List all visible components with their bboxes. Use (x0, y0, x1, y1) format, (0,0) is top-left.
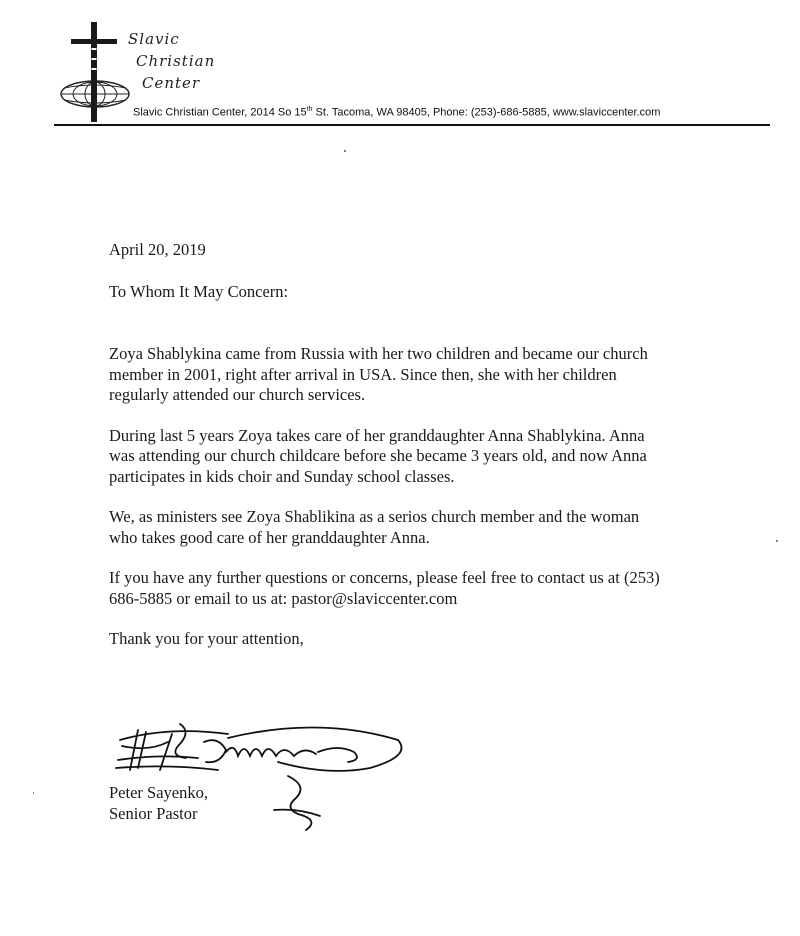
org-name-line3: Center (142, 74, 201, 92)
paragraph: We, as ministers see Zoya Shablikina as a serios church member and the woman who takes good care of her granddaughter Anna. (109, 507, 640, 547)
letterhead-divider (54, 124, 770, 126)
paragraph: If you have any further questions or concerns, please feel free to contact us at (253) 686-5885 or email to us at: pastor@slaviccenter.com (109, 568, 660, 608)
address-superscript: th (306, 106, 313, 113)
letter-salutation: To Whom It May Concern: (109, 281, 289, 301)
letterhead (0, 0, 800, 140)
org-name-line2: Christian (136, 52, 216, 70)
paragraph: Zoya Shablykina came from Russia with her two children and became our church member in 2001, right after arrival in USA. Since then, she with her children regularly attended our church services. (109, 344, 648, 404)
letter-closing: Thank you for your attention, (109, 629, 304, 648)
address-suffix: St. Tacoma, WA 98405, Phone: (253)-686-5885, www.slaviccenter.com (312, 106, 661, 119)
scan-speck (344, 150, 346, 152)
contact-address-line (133, 106, 660, 119)
letter-date: April 20, 2019 (109, 240, 206, 259)
scan-speck (776, 540, 778, 542)
letter-body (109, 240, 669, 650)
org-name-line1: Slavic (128, 30, 180, 48)
address-prefix: Slavic Christian Center, 2014 So 15 (133, 106, 307, 119)
paragraph: During last 5 years Zoya takes care of her granddaughter Anna Shablykina. Anna was attending our church childcare before she became 3 years old, and now Anna participates in kids choir and Sunday school classes. (109, 425, 647, 486)
signer-name: Peter Sayenko, (109, 783, 208, 802)
signer-block (109, 782, 208, 824)
scan-speck (33, 792, 34, 794)
signer-title: Senior Pastor (109, 804, 198, 823)
organization-name (128, 28, 215, 94)
